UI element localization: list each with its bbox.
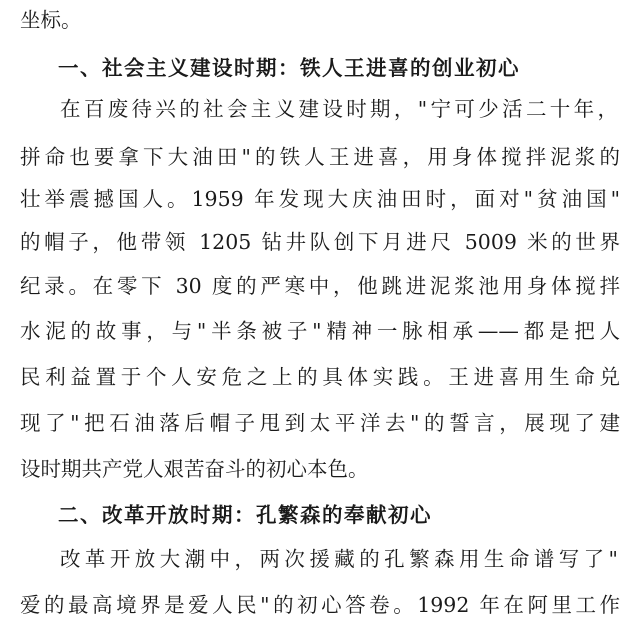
section-heading: 一、社会主义建设时期：铁人王进喜的创业初心 <box>58 56 520 80</box>
text-line: 纪录。在零下 30 度的严寒中，他跳进泥浆池用身体搅拌 <box>20 274 620 298</box>
text-line: 在百废待兴的社会主义建设时期，"宁可少活二十年， <box>60 97 618 121</box>
text-line: 的帽子，他带领 1205 钻井队创下月进尺 5009 米的世界 <box>20 230 620 254</box>
text-line: 壮举震撼国人。1959 年发现大庆油田时，面对"贫油国" <box>20 187 620 211</box>
text-line: 水泥的故事，与"半条被子"精神一脉相承——都是把人 <box>20 319 620 343</box>
text-line: 爱的最高境界是爱人民"的初心答卷。1992 年在阿里工作 <box>20 593 620 617</box>
text-line: 现了"把石油落后帽子甩到太平洋去"的誓言，展现了建 <box>20 411 620 435</box>
text-line: 坐标。 <box>20 8 82 32</box>
text-line: 拼命也要拿下大油田"的铁人王进喜，用身体搅拌泥浆的 <box>20 145 620 169</box>
text-line: 设时期共产党人艰苦奋斗的初心本色。 <box>20 457 369 481</box>
text-line: 民利益置于个人安危之上的具体实践。王进喜用生命兑 <box>20 365 620 389</box>
text-line: 改革开放大潮中，两次援藏的孔繁森用生命谱写了" <box>60 547 618 571</box>
section-heading: 二、改革开放时期：孔繁森的奉献初心 <box>58 503 432 527</box>
